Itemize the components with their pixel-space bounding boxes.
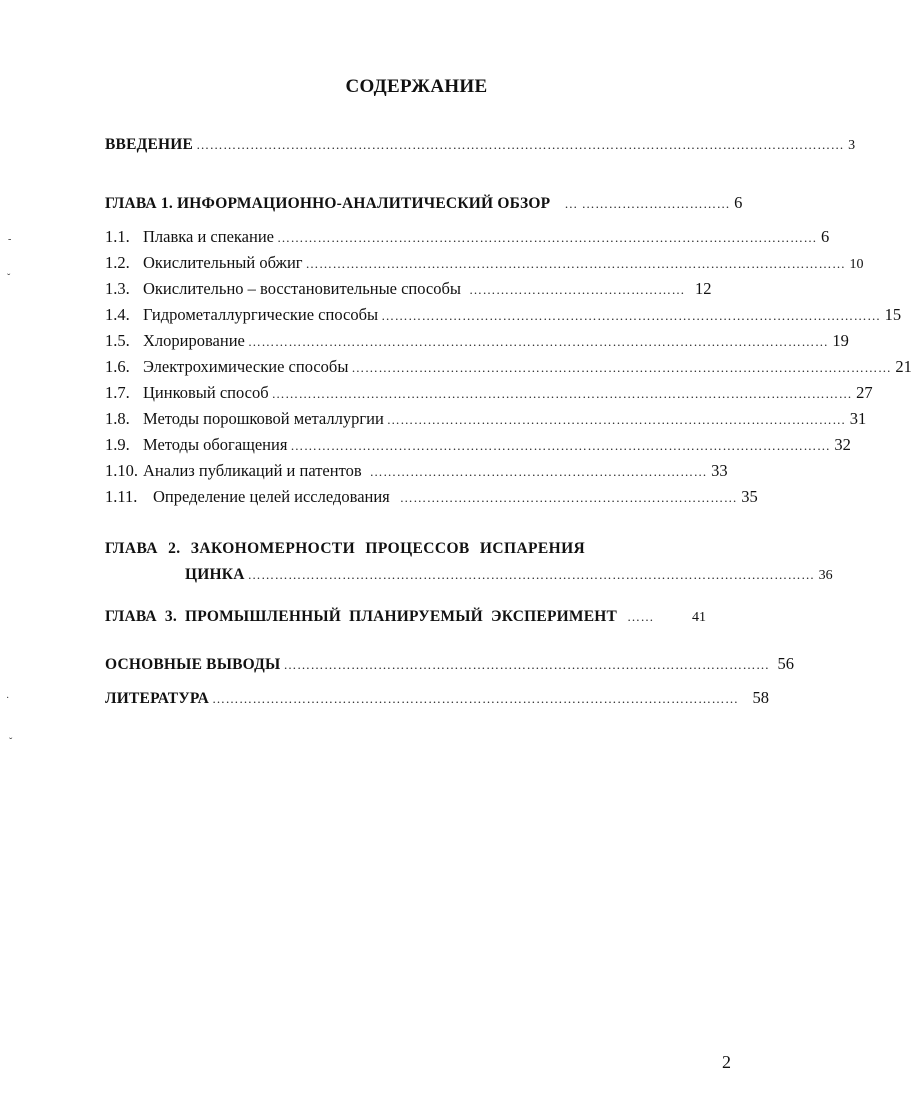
toc-entry-section[interactable] bbox=[105, 253, 864, 275]
toc-entry-section[interactable] bbox=[105, 279, 712, 300]
leader-dots: ………………………………………………………………… bbox=[399, 490, 738, 505]
section-title: Электрохимические способы bbox=[143, 357, 349, 376]
toc-entry-section[interactable] bbox=[105, 331, 849, 352]
section-title: Цинковый способ bbox=[143, 383, 269, 402]
toc-entry-chapter2-line1[interactable]: ГЛАВА 2. ЗАКОНОМЕРНОСТИ ПРОЦЕССОВ ИСПАРЕНИЯ bbox=[105, 540, 586, 557]
toc-entry-label bbox=[105, 487, 390, 507]
toc-entry-label bbox=[105, 253, 303, 273]
section-number: 1.3. bbox=[105, 279, 130, 298]
scan-speck: ˇ bbox=[7, 273, 11, 284]
section-title: Методы порошковой металлургии bbox=[143, 409, 384, 428]
toc-entry-label bbox=[105, 331, 245, 351]
toc-entry-page: 27 bbox=[856, 383, 873, 402]
leader-dots: … …………………………… bbox=[564, 196, 731, 211]
toc-entry-section[interactable] bbox=[105, 435, 851, 456]
toc-entry-label: ВВЕДЕНИЕ bbox=[105, 136, 194, 153]
section-number: 1.6. bbox=[105, 357, 130, 376]
leader-dots: …… bbox=[627, 609, 655, 624]
toc-entry-page: 6 bbox=[734, 193, 743, 212]
section-title: Определение целей исследования bbox=[153, 487, 390, 506]
toc-entry-section[interactable] bbox=[105, 461, 728, 482]
toc-entry-page: 35 bbox=[741, 487, 758, 506]
toc-entry-label bbox=[105, 357, 348, 377]
page-title: СОДЕРЖАНИЕ bbox=[345, 76, 488, 97]
section-title: Плавка и спекание bbox=[143, 227, 274, 246]
section-title: Хлорирование bbox=[143, 331, 245, 350]
leader-dots: ……………………………………………………………………………………………………………… bbox=[247, 567, 815, 582]
section-number: 1.11. bbox=[105, 487, 138, 506]
section-number: 1.1. bbox=[105, 227, 130, 246]
leader-dots: ………………………………………………………………………………………………………… bbox=[305, 256, 846, 271]
toc-entry-label bbox=[105, 435, 287, 455]
toc-entry-page: 58 bbox=[752, 688, 769, 707]
toc-entry-label bbox=[105, 461, 362, 481]
toc-entry-literature[interactable] bbox=[105, 688, 769, 709]
toc-entry-section[interactable] bbox=[105, 305, 902, 326]
section-number: 1.5. bbox=[105, 331, 130, 350]
toc-entry-section[interactable] bbox=[105, 357, 912, 378]
toc-entry-label bbox=[105, 383, 269, 403]
section-number: 1.10. bbox=[105, 461, 138, 480]
section-title: Окислительно – восстановительные способы bbox=[143, 279, 461, 298]
leader-dots: ………………………………………………………………………………………………………………… bbox=[271, 386, 853, 401]
scan-speck: · bbox=[6, 693, 10, 704]
toc-entry-label: ОСНОВНЫЕ ВЫВОДЫ bbox=[105, 656, 281, 673]
toc-entry-page: 36 bbox=[818, 568, 833, 583]
toc-entry-label bbox=[105, 279, 461, 299]
toc-entry-section[interactable] bbox=[105, 227, 830, 248]
section-title: Методы обогащения bbox=[143, 435, 288, 454]
toc-entry-page: 31 bbox=[849, 409, 867, 428]
toc-entry-page: 21 bbox=[895, 357, 912, 376]
leader-dots: ………………………………………………………………………………………………………… bbox=[290, 438, 831, 453]
toc-entry-conclusions[interactable] bbox=[105, 654, 794, 675]
leader-dots: ………………………………………… bbox=[468, 282, 685, 297]
leader-dots: ………………………………………………………………………………………… bbox=[386, 412, 846, 427]
leader-dots: ………………………………………………………………………………………………………… bbox=[351, 360, 892, 375]
toc-entry-intro[interactable] bbox=[105, 135, 856, 156]
toc-entry-section[interactable] bbox=[105, 487, 758, 508]
scan-speck: ˇ bbox=[9, 737, 13, 748]
scan-speck: - bbox=[8, 234, 12, 245]
section-number: 1.7. bbox=[105, 383, 130, 402]
toc-entry-page: 10 bbox=[849, 257, 864, 272]
leader-dots: ………………………………………………………………… bbox=[369, 464, 708, 479]
section-number: 1.9. bbox=[105, 435, 130, 454]
toc-entry-label: ЛИТЕРАТУРА bbox=[105, 690, 209, 707]
toc-entry-section[interactable] bbox=[105, 383, 873, 404]
leader-dots: ……………………………………………………………………………………………… bbox=[283, 657, 770, 672]
leader-dots: ………………………………………………………………………………………………………………… bbox=[247, 334, 829, 349]
section-number: 1.4. bbox=[105, 305, 130, 324]
toc-entry-page: 15 bbox=[884, 305, 902, 324]
leader-dots: ………………………………………………………………………………………………………… bbox=[277, 230, 817, 245]
toc-entry-label bbox=[105, 227, 274, 247]
toc-entry-label: ГЛАВА 3. ПРОМЫШЛЕННЫЙ ПЛАНИРУЕМЫЙ ЭКСПЕРИМЕНТ bbox=[105, 608, 618, 625]
page-number: 2 bbox=[722, 1052, 731, 1072]
toc-entry-page: 12 bbox=[694, 279, 712, 298]
toc-entry-chapter1[interactable] bbox=[105, 193, 743, 214]
section-title: Окислительный обжиг bbox=[143, 253, 303, 272]
toc-entry-page: 41 bbox=[692, 610, 706, 625]
toc-entry-label: ЦИНКА bbox=[185, 566, 245, 583]
toc-entry-label bbox=[105, 409, 384, 429]
section-number: 1.8. bbox=[105, 409, 130, 428]
toc-entry-page: 6 bbox=[821, 227, 830, 246]
toc-entry-page: 19 bbox=[832, 331, 849, 350]
section-number: 1.2. bbox=[105, 253, 130, 272]
toc-entry-page: 3 bbox=[848, 138, 856, 153]
section-title: Анализ публикаций и патентов bbox=[143, 461, 362, 480]
leader-dots: ………………………………………………………………………………………………… bbox=[381, 308, 881, 323]
toc-entry-chapter2[interactable] bbox=[185, 565, 833, 586]
toc-entry-page: 56 bbox=[777, 654, 794, 673]
leader-dots: ……………………………………………………………………………………………………………………………… bbox=[196, 137, 845, 152]
toc-entry-page: 32 bbox=[834, 435, 851, 454]
toc-entry-chapter3[interactable] bbox=[105, 607, 706, 628]
toc-entry-page: 33 bbox=[711, 461, 728, 480]
section-title: Гидрометаллургические способы bbox=[143, 305, 379, 324]
toc-entry-label bbox=[105, 305, 378, 325]
toc-entry-label: ГЛАВА 1. ИНФОРМАЦИОННО-АНАЛИТИЧЕСКИЙ ОБЗОР bbox=[105, 195, 551, 212]
leader-dots: ……………………………………………………………………………………………………… bbox=[212, 691, 739, 706]
toc-entry-section[interactable] bbox=[105, 409, 867, 430]
